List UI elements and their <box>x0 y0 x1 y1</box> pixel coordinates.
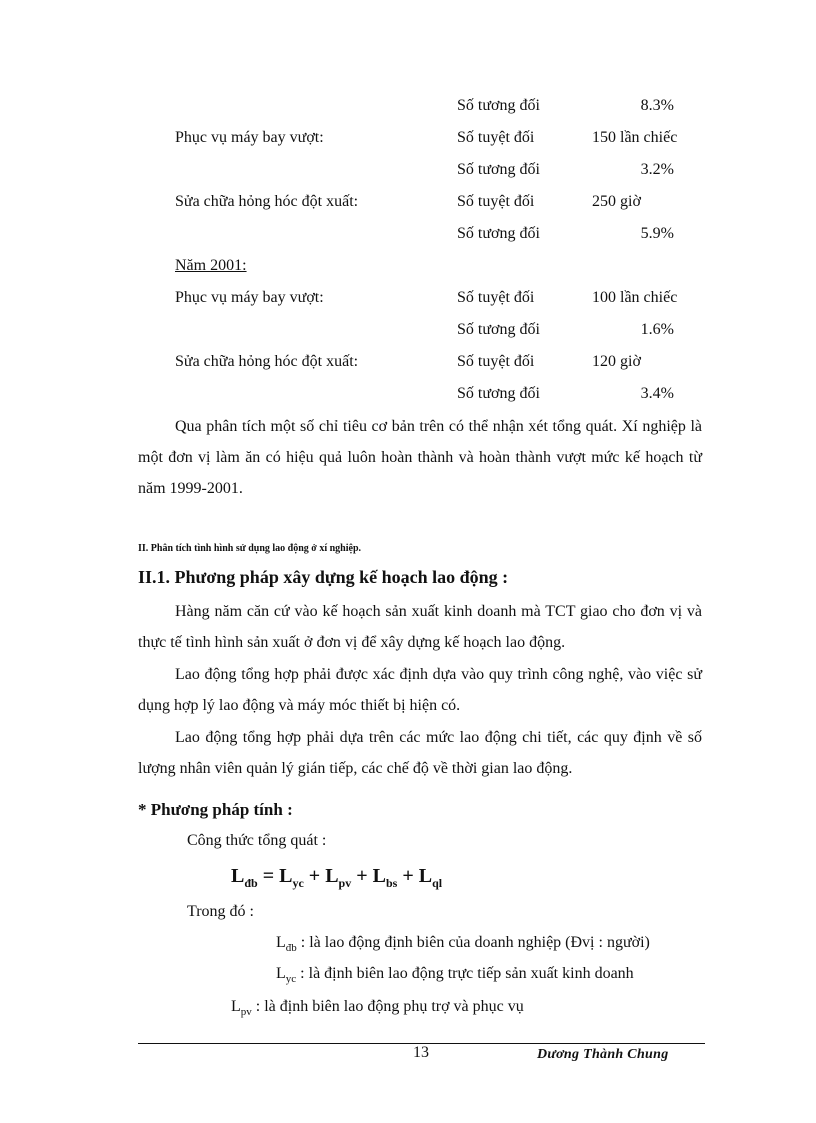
paragraph-norms: Lao động tổng hợp phải dựa trên các mức lao động chi tiết, các quy định về số lượng nhân viên quản lý gián tiếp, các chế độ về thời gian lao động. <box>138 729 702 777</box>
value-row7: 120 giờ <box>592 353 641 370</box>
formula-operator: = <box>257 865 280 887</box>
formula-symbol: L <box>279 865 293 887</box>
definition-subscript: pv <box>240 1006 252 1019</box>
footer-author: Dương Thành Chung <box>537 1047 669 1062</box>
measure-row8: Số tương đối <box>457 385 540 402</box>
measure-row7: Số tuyệt đối <box>457 353 535 370</box>
definition-text: : là định biên lao động trực tiếp sản xuất kinh doanh <box>296 965 634 982</box>
value-row8: 3.4% <box>640 385 674 402</box>
page-number: 13 <box>413 1044 429 1061</box>
section-heading: II. Phân tích tình hình sử dụng lao động ở xí nghiệp. <box>138 543 362 554</box>
measure-row3: Số tuyệt đối <box>457 193 535 210</box>
formula-subscript: pv <box>338 876 352 890</box>
definition-subscript: yc <box>285 973 297 986</box>
formula-operator: + <box>397 865 419 887</box>
formula-subscript: bs <box>385 876 398 890</box>
definition-symbol: L <box>276 965 286 982</box>
value-row4: 5.9% <box>640 225 674 242</box>
measure-row4: Số tương đối <box>457 225 540 242</box>
measure-row0: Số tương đối <box>457 97 540 114</box>
value-row3: 250 giờ <box>592 193 641 210</box>
measure-row1: Số tuyệt đối <box>457 129 535 146</box>
subsection-heading: II.1. Phương pháp xây dựng kế hoạch lao động : <box>138 567 509 587</box>
year-heading: Năm 2001: <box>175 257 247 274</box>
conclusion-paragraph: Qua phân tích một số chỉ tiêu cơ bản trên có thể nhận xét tổng quát. Xí nghiệp là một đơn vị làm ăn có hiệu quả luôn hoàn thành và hoàn thành vượt mức kế hoạch từ năm 1999-2001. <box>138 418 702 497</box>
label-row3: Sửa chữa hỏng hóc đột xuất: <box>175 193 359 210</box>
labor-formula <box>231 865 442 891</box>
paragraph-technology: Lao động tổng hợp phải được xác định dựa vào quy trình công nghệ, vào việc sử dụng hợp lý lao động và máy móc thiết bị hiện có. <box>138 666 702 714</box>
formula-symbol: L <box>325 865 339 887</box>
definition-ldb <box>276 934 650 954</box>
where-label: Trong đó : <box>187 903 254 920</box>
value-row2: 3.2% <box>640 161 674 178</box>
value-row0: 8.3% <box>640 97 674 114</box>
value-row1: 150 lần chiếc <box>592 129 678 146</box>
formula-intro: Công thức tổng quát : <box>187 832 327 849</box>
formula-symbol: L <box>418 865 433 887</box>
formula-operator: + <box>303 865 326 887</box>
definition-lyc <box>276 965 634 985</box>
definition-subscript: đb <box>285 942 297 955</box>
formula-symbol: L <box>231 865 245 887</box>
formula-subscript: đb <box>244 876 258 890</box>
method-heading: * Phương pháp tính : <box>138 800 293 819</box>
value-row5: 100 lần chiếc <box>592 289 678 306</box>
measure-row2: Số tương đối <box>457 161 540 178</box>
measure-row6: Số tương đối <box>457 321 540 338</box>
measure-row5: Số tuyệt đối <box>457 289 535 306</box>
formula-symbol: L <box>372 865 386 887</box>
formula-subscript: yc <box>292 876 304 890</box>
formula-subscript: ql <box>432 876 443 890</box>
paragraph-plan-basis: Hàng năm căn cứ vào kế hoạch sản xuất kinh doanh mà TCT giao cho đơn vị và thực tế tình hình sản xuất ở đơn vị để xây dựng kế hoạch lao động. <box>138 603 702 651</box>
formula-operator: + <box>351 865 373 887</box>
definition-lpv <box>231 998 524 1018</box>
definition-symbol: L <box>231 998 241 1015</box>
label-row5: Phục vụ máy bay vượt: <box>175 289 324 306</box>
definition-text: : là lao động định biên của doanh nghiệp (Đvị : người) <box>296 934 650 951</box>
definition-text: : là định biên lao động phụ trợ và phục vụ <box>251 998 524 1015</box>
definition-symbol: L <box>276 934 286 951</box>
label-row7: Sửa chữa hỏng hóc đột xuất: <box>175 353 359 370</box>
value-row6: 1.6% <box>640 321 674 338</box>
label-row1: Phục vụ máy bay vượt: <box>175 129 324 146</box>
